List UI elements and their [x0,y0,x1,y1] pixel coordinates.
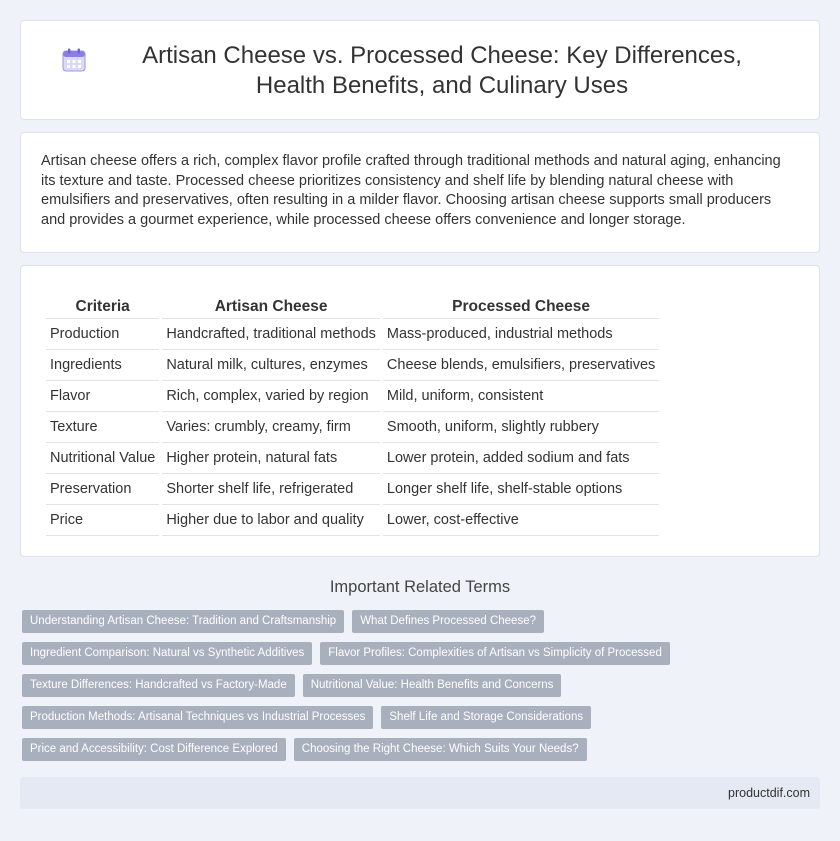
cell-criteria: Ingredients [46,350,159,381]
related-term-tag[interactable]: Price and Accessibility: Cost Difference Explored [22,738,286,761]
table-row [46,350,659,381]
table-row [46,319,659,350]
cell-processed: Mild, uniform, consistent [383,381,659,412]
related-term-tag[interactable]: Flavor Profiles: Complexities of Artisan vs Simplicity of Processed [320,642,670,665]
related-term-tag[interactable]: Understanding Artisan Cheese: Tradition and Craftsmanship [22,610,344,633]
cell-artisan: Varies: crumbly, creamy, firm [162,412,380,443]
table-row [46,381,659,412]
table-row [46,474,659,505]
cell-criteria: Flavor [46,381,159,412]
header-criteria: Criteria [46,295,159,319]
intro-card [20,132,820,253]
related-term-tag[interactable]: Texture Differences: Handcrafted vs Factory-Made [22,674,295,697]
title-wrap [21,41,819,101]
footer-site-link[interactable]: productdif.com [728,786,810,800]
related-term-tag[interactable]: Production Methods: Artisanal Techniques vs Industrial Processes [22,706,373,729]
cell-processed: Cheese blends, emulsifiers, preservatives [383,350,659,381]
header-artisan: Artisan Cheese [162,295,380,319]
related-term-tag[interactable]: Choosing the Right Cheese: Which Suits Your Needs? [294,738,587,761]
table-row [46,505,659,536]
cell-processed: Mass-produced, industrial methods [383,319,659,350]
comparison-table [43,295,662,536]
related-term-tag[interactable]: Shelf Life and Storage Considerations [381,706,591,729]
table-header-row [46,295,659,319]
cell-criteria: Texture [46,412,159,443]
cell-artisan: Natural milk, cultures, enzymes [162,350,380,381]
intro-paragraph: Artisan cheese offers a rich, complex flavor profile crafted through traditional methods and natural aging, enhancing its texture and taste. Processed cheese prioritizes consistency and shelf life by blending natural cheese with emulsifiers and preservatives, often resulting in a milder flavor. Choosing artisan cheese supports small producers and provides a gourmet experience, while processed cheese offers convenience and longer storage. [41,153,781,228]
cell-criteria: Price [46,505,159,536]
page-title: Artisan Cheese vs. Processed Cheese: Key Differences, Health Benefits, and Culinary Uses [142,42,742,99]
table-row [46,412,659,443]
related-term-tag[interactable]: What Defines Processed Cheese? [352,610,544,633]
header-processed: Processed Cheese [383,295,659,319]
related-term-tag[interactable]: Nutritional Value: Health Benefits and Concerns [303,674,562,697]
calendar-icon [61,47,87,73]
cell-processed: Longer shelf life, shelf-stable options [383,474,659,505]
cell-processed: Lower, cost-effective [383,505,659,536]
cell-processed: Smooth, uniform, slightly rubbery [383,412,659,443]
cell-artisan: Rich, complex, varied by region [162,381,380,412]
related-terms-title: Important Related Terms [329,578,511,596]
cell-artisan: Shorter shelf life, refrigerated [162,474,380,505]
related-term-tag[interactable]: Ingredient Comparison: Natural vs Synthetic Additives [22,642,312,665]
related-terms-list [22,610,812,761]
header-card [20,20,820,120]
cell-criteria: Preservation [46,474,159,505]
cell-artisan: Higher due to labor and quality [162,505,380,536]
cell-processed: Lower protein, added sodium and fats [383,443,659,474]
cell-criteria: Production [46,319,159,350]
cell-artisan: Handcrafted, traditional methods [162,319,380,350]
table-row [46,443,659,474]
comparison-card [20,265,820,557]
cell-artisan: Higher protein, natural fats [162,443,380,474]
cell-criteria: Nutritional Value [46,443,159,474]
footer [20,777,820,809]
